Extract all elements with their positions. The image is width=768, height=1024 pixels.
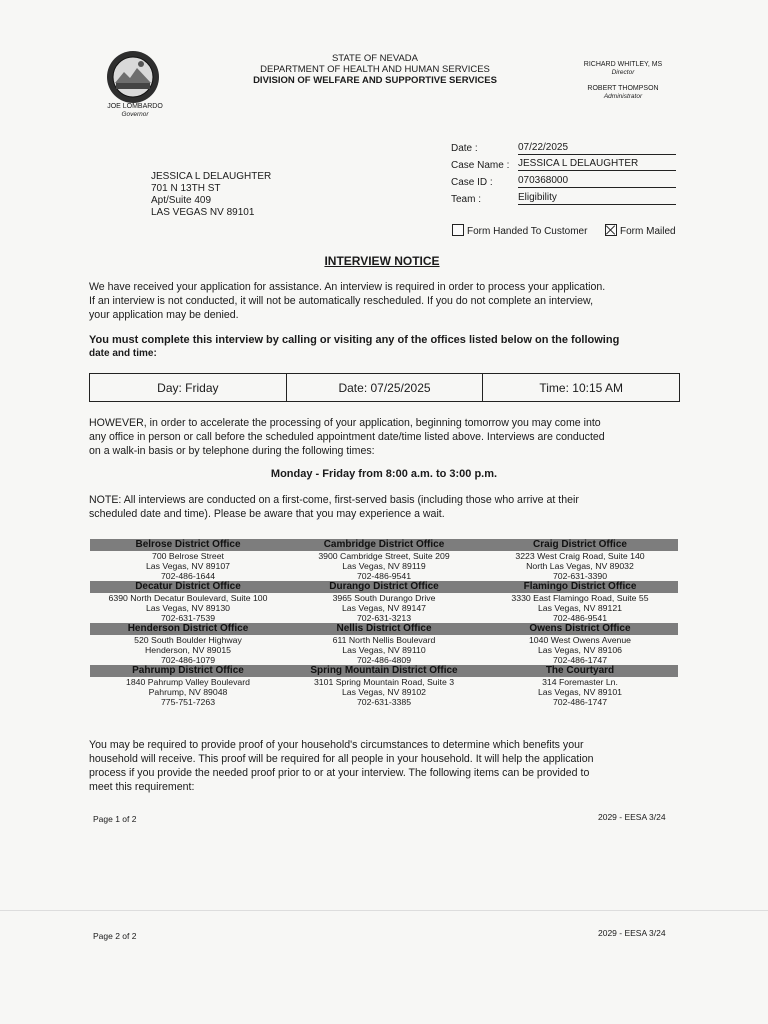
office-name: Flamingo District Office [482,581,678,593]
office-city: Henderson, NV 89015 [145,645,231,655]
office-name: Henderson District Office [90,623,286,635]
office-directory [90,539,678,707]
intro-line-1: We have received your application for assistance. An interview is required in order to process your application. [89,281,606,293]
proof-line-2: household will receive. This proof will be required for all people in your household. It will help the application [89,753,594,765]
office-cell [482,539,678,581]
governor-title: Governor [121,111,149,118]
office-cell [286,623,482,665]
form-mailed-label: Form Mailed [620,226,676,237]
office-city: Pahrump, NV 89048 [148,687,228,697]
office-street: 520 South Boulder Highway [134,635,242,645]
office-phone: 775-751-7263 [160,697,216,707]
date-value: 07/22/2025 [518,142,676,155]
administrator-block [568,84,678,101]
page-2-form-id: 2029 - EESA 3/24 [598,928,666,938]
office-phone: 702-486-1747 [552,697,608,707]
case-name-label: Case Name : [451,160,510,171]
team-value: Eligibility [518,192,676,205]
office-city: Las Vegas, NV 89107 [145,561,231,571]
note-paragraph [89,493,679,521]
page-1-number: Page 1 of 2 [93,814,137,824]
office-street: 3330 East Flamingo Road, Suite 55 [511,593,649,603]
office-name: Owens District Office [482,623,678,635]
office-cell [482,665,678,707]
office-city: Las Vegas, NV 89102 [341,687,427,697]
office-street: 3223 West Craig Road, Suite 140 [515,551,645,561]
office-cell [90,539,286,581]
must-complete-paragraph [89,333,679,361]
office-city: North Las Vegas, NV 89032 [526,561,634,571]
office-city: Las Vegas, NV 89119 [342,561,426,571]
proof-line-4: meet this requirement: [89,781,195,793]
form-mailed-checkbox[interactable] [605,224,617,236]
office-phone: 702-631-7539 [160,613,216,623]
office-street: 3965 South Durango Drive [332,593,436,603]
appointment-day: Day: Friday [157,380,219,395]
however-line-1: HOWEVER, in order to accelerate the processing of your application, beginning tomorrow you may come into [89,417,601,429]
intro-line-2: If an interview is not conducted, it will not be automatically rescheduled. If you do not complete an interview, [89,295,594,307]
office-name: Durango District Office [286,581,482,593]
office-cell [482,623,678,665]
intro-line-3: your application may be denied. [89,309,239,321]
office-street: 700 Belrose Street [152,551,224,561]
governor-name: JOE LOMBARDO [107,103,163,110]
office-phone: 702-486-1079 [160,655,216,665]
recipient-unit: Apt/Suite 409 [151,195,212,206]
recipient-city: LAS VEGAS NV 89101 [151,207,255,218]
office-phone: 702-486-9541 [356,571,412,581]
director-name: RICHARD WHITLEY, MS [583,61,663,68]
form-handed-label: Form Handed To Customer [467,226,588,237]
office-city: Las Vegas, NV 89130 [145,603,231,613]
proof-line-3: process if you provide the needed proof prior to or at your interview. The following items can be provided to [89,767,590,779]
proof-line-1: You may be required to provide proof of your household's circumstances to determine which benefits your [89,739,584,751]
case-id-label: Case ID : [451,177,493,188]
office-name: Decatur District Office [90,581,286,593]
intro-paragraph [89,280,679,322]
office-name: The Courtyard [482,665,678,677]
office-street: 1840 Pahrump Valley Boulevard [126,677,250,687]
office-cell [90,623,286,665]
office-phone: 702-631-3385 [356,697,412,707]
office-cell [90,665,286,707]
note-line-1: NOTE: All interviews are conducted on a first-come, first-served basis (including those who arrive at their [89,494,579,506]
date-label: Date : [451,143,478,154]
note-line-2: scheduled date and time). Please be aware that you may experience a wait. [89,508,445,520]
however-line-2: any office in person or call before the scheduled appointment date/time listed above. Interviews are conducted [89,431,605,443]
office-row [90,539,678,581]
office-phone: 702-631-3213 [356,613,412,623]
office-phone: 702-631-3390 [552,571,608,581]
office-row [90,581,678,623]
office-name: Craig District Office [482,539,678,551]
office-name: Cambridge District Office [286,539,482,551]
must-line-2: date and time: [89,348,157,359]
form-handed-option[interactable] [452,224,587,237]
office-street: 3101 Spring Mountain Road, Suite 3 [313,677,455,687]
recipient-street: 701 N 13TH ST [151,183,221,194]
appointment-time: Time: 10:15 AM [482,374,679,401]
director-title: Director [611,69,635,76]
nevada-state-seal-icon [106,50,160,104]
department-name: DEPARTMENT OF HEALTH AND HUMAN SERVICES [260,64,490,75]
office-cell [286,539,482,581]
office-name: Spring Mountain District Office [286,665,482,677]
office-street: 611 North Nellis Boulevard [332,635,436,645]
office-street: 314 Foremaster Ln. [542,677,618,687]
administrator-title: Administrator [603,93,643,100]
recipient-name: JESSICA L DELAUGHTER [151,171,272,182]
governor-block [95,102,175,119]
office-city: Las Vegas, NV 89101 [537,687,623,697]
form-handed-checkbox[interactable] [452,224,464,236]
office-city: Las Vegas, NV 89147 [341,603,427,613]
office-cell [90,581,286,623]
page-divider [0,910,768,911]
office-row [90,665,678,707]
office-city: Las Vegas, NV 89110 [342,645,426,655]
administrator-name: ROBERT THOMPSON [587,85,659,92]
office-phone: 702-486-4809 [356,655,412,665]
office-cell [482,581,678,623]
office-hours: Monday - Friday from 8:00 a.m. to 3:00 p.m. [270,468,498,480]
appointment-box [89,373,680,402]
office-street: 1040 West Owens Avenue [528,635,632,645]
office-city: Las Vegas, NV 89121 [537,603,623,613]
office-street: 3900 Cambridge Street, Suite 209 [318,551,450,561]
however-paragraph [89,416,679,458]
case-name-value: JESSICA L DELAUGHTER [518,158,676,171]
office-cell [286,665,482,707]
must-line-1: You must complete this interview by calling or visiting any of the offices listed below on the following [89,334,620,346]
page-2-number: Page 2 of 2 [93,931,137,941]
page-1-form-id: 2029 - EESA 3/24 [598,812,666,822]
office-phone: 702-486-1747 [552,655,608,665]
case-id-value: 070368000 [518,175,676,188]
team-label: Team : [451,194,482,205]
letterhead [240,53,510,86]
however-line-3: on a walk-in basis or by telephone during the following times: [89,445,375,457]
office-cell [286,581,482,623]
state-name: STATE OF NEVADA [331,53,419,64]
form-mailed-option[interactable] [605,224,676,237]
proof-paragraph [89,738,679,794]
office-street: 6390 North Decatur Boulevard, Suite 100 [108,593,268,603]
office-name: Nellis District Office [286,623,482,635]
office-phone: 702-486-9541 [552,613,608,623]
office-phone: 702-486-1644 [160,571,216,581]
appointment-date: Date: 07/25/2025 [286,374,483,401]
office-name: Pahrump District Office [90,665,286,677]
office-row [90,623,678,665]
recipient-address [151,171,271,219]
office-name: Belrose District Office [90,539,286,551]
office-city: Las Vegas, NV 89106 [537,645,623,655]
notice-title: INTERVIEW NOTICE [324,254,440,268]
director-block [568,60,678,77]
division-name: DIVISION OF WELFARE AND SUPPORTIVE SERVICES [253,75,497,86]
